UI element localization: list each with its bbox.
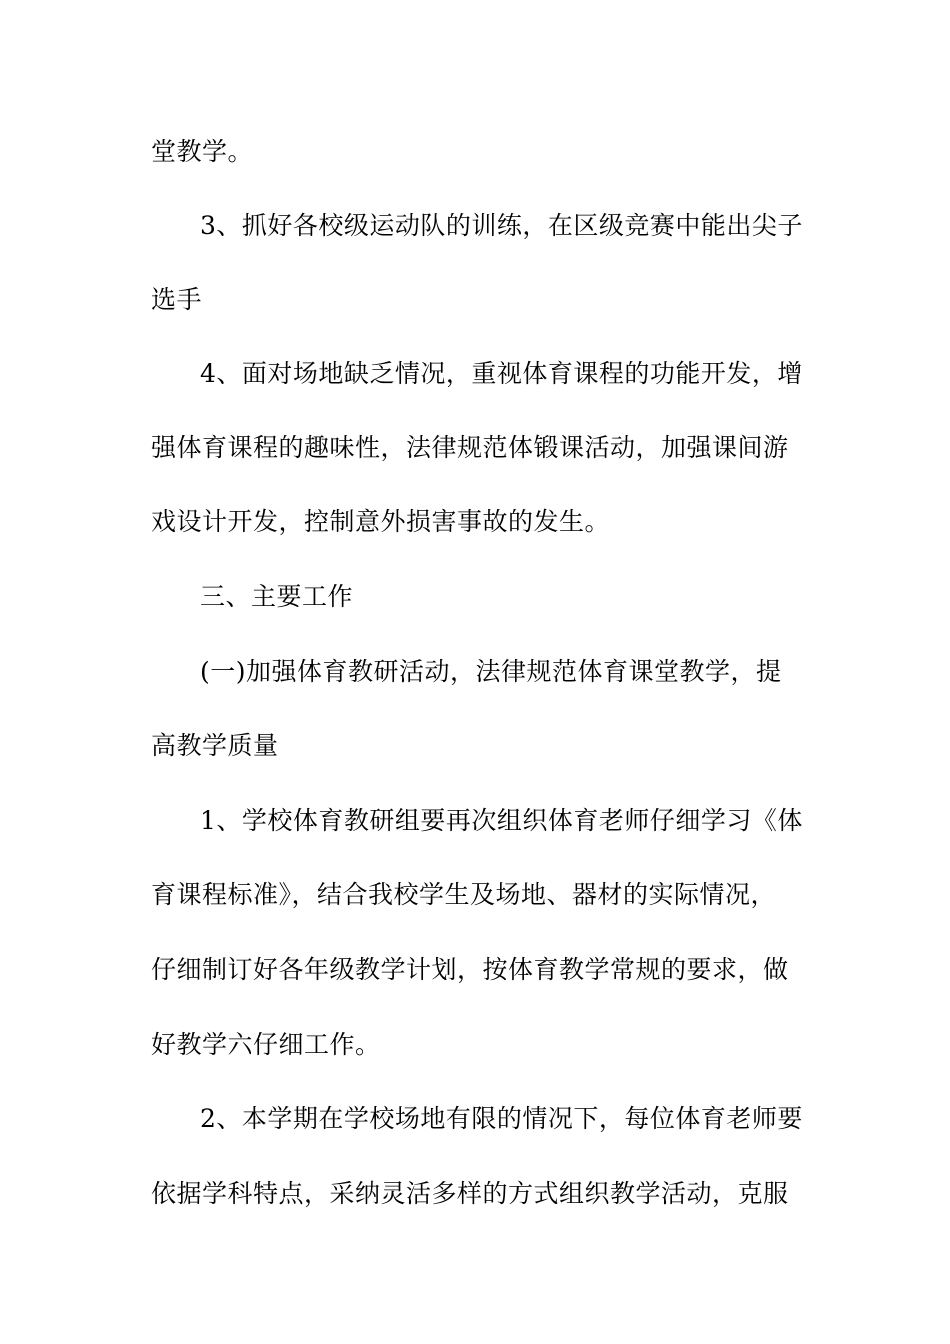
text-line: 3、抓好各校级运动队的训练，在区级竞赛中能出尖子 <box>200 211 803 240</box>
text-line: 2、本学期在学校场地有限的情况下，每位体育老师要 <box>200 1104 803 1133</box>
text-line: 依据学科特点，采纳灵活多样的方式组织教学活动，克服 <box>151 1179 789 1208</box>
text-line: 4、面对场地缺乏情况，重视体育课程的功能开发，增 <box>200 359 803 388</box>
text-line: 育课程标准》，结合我校学生及场地、器材的实际情况， <box>151 880 777 909</box>
text-line: 堂教学。 <box>151 137 254 166</box>
section-heading: 三、主要工作 <box>200 582 354 611</box>
text-line: 高教学质量 <box>151 731 279 760</box>
text-line: 选手 <box>151 285 203 314</box>
text-line: 强体育课程的趣味性，法律规范体锻课活动，加强课间游 <box>151 433 789 462</box>
subsection-heading: (一)加强体育教研活动，法律规范体育课堂教学，提 <box>200 657 782 686</box>
text-line: 1、学校体育教研组要再次组织体育老师仔细学习《体 <box>200 806 803 835</box>
text-line: 仔细制订好各年级教学计划，按体育教学常规的要求，做 <box>151 955 789 984</box>
text-line: 戏设计开发，控制意外损害事故的发生。 <box>151 507 611 536</box>
text-line: 好教学六仔细工作。 <box>151 1030 381 1059</box>
